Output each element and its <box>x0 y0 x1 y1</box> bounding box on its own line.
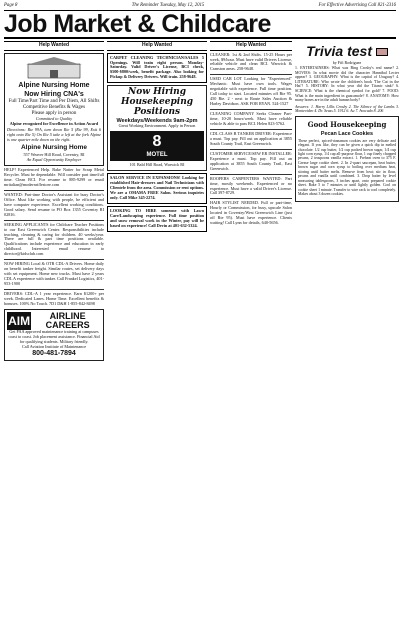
alpine-building-icon <box>24 56 84 80</box>
section-header-help-wanted: Help Wanted <box>107 41 207 51</box>
column-4 <box>295 41 399 363</box>
column-3 <box>210 41 292 363</box>
salon-ad: SALON SERVICE IN EXPANSIONS! Looking for established Hair-dressers and Nail Technicians with Clientele from the area. Commission or rent options. We are a OMAMA FREE Salon. Serious inquiries only. Call Mike 345-2274. <box>107 173 207 204</box>
divider <box>4 190 104 191</box>
alpine-recognized: Alpine recognized for Excellence in Action Award <box>9 120 99 126</box>
section-header-help-wanted: Help Wanted <box>4 41 104 51</box>
alpine-hiring: Now Hiring CNA's <box>24 90 84 98</box>
divider <box>4 259 104 260</box>
hk-eoe: Great Working Environment. Apply in Person <box>118 123 196 129</box>
classified-ad: USED CAR LOT Looking for "Experienced" Mechanic. Must have own tools. Wages negotiable with experience. Full time position. Call today to start. Located minutes off Rte 95. 450 Rte. 2 - next to Route Sales Auction & Harley Davidson. ASK FOR RYAN. 524-1527 <box>210 76 292 107</box>
classified-ad: CLEANER: 1st & 2nd Shifts. 15-25 Hours per week, $9/hour. Must have valid Drivers License, reliable vehicle and clean BCI. Warwick & Cranston areas. 258-9648. <box>210 51 292 72</box>
motel-logo <box>110 131 204 161</box>
trivia-byline: by Fifi Rodriguez <box>332 60 362 66</box>
carpet-title: CARPET CLEANING TECHNICIAN/SALES <box>110 54 199 60</box>
alpine-directions: Directions: Rte 99A, turn down Rte 5 (Rte 99, Exit 6 right onto Rte 5) On Rte 5 take a left at the fork Alpine is one quarter mile down on the right. <box>7 126 101 142</box>
classified-ad: SEEKING APPLICANTS for Childcare Teacher Positions to our East Greenwich Center. Responsibilities include teaching, cleaning & caring for children. 40 weeks/year. There are full & part time positions available. Qualifications include experience and education in early childhood. Interested email resume to director@kidsclub.com <box>4 221 104 257</box>
aim-airline: AIRLINE CAREERS <box>45 310 90 330</box>
alpine-committed: Committed to Quality <box>35 115 73 121</box>
alpine-ad <box>4 53 104 167</box>
divider <box>4 220 104 221</box>
page-label: Page 8 <box>4 3 18 8</box>
publication: The Reminder Tuesday, May 12, 2015 <box>131 3 205 8</box>
recipe-box <box>295 116 399 202</box>
classified-ad: WANTED: Part-time Doctor's Assistant for busy Doctor's Office. Must like working with people, be efficient and have computer experience. Excellent working conditions. Good salary. Send resume to PO Box 1355 Coventry RI 02816. <box>4 191 104 217</box>
trivia-title <box>295 43 399 60</box>
column-2 <box>107 41 207 363</box>
classified-ad: DRIVERS: CDL-A 1 year experience. Earn $1200+ per week. Dedicated Lanes. Home Time. Excellent benefits & bonuses. 100% No Touch. 7D1 D&H 1-855-842-8498 <box>4 291 104 306</box>
recipe-brand: Good Housekeeping <box>307 119 387 129</box>
pencil-icon <box>376 48 388 56</box>
alpine-shifts: Full Time/Part Time and Per Diem, All Shifts <box>8 99 100 105</box>
column-1 <box>4 41 104 363</box>
recipe-title: Pecan Lace Cookies <box>320 131 374 138</box>
aim-call: Call Aviation Institute of Maintenance <box>21 343 87 349</box>
classified-ad: ROOFERS CARPENTERS WANTED: Part time, mostly weekends. Experienced or no experience. Must have a valid Driver's License. Call 397-8729. <box>210 175 292 196</box>
hk-sub: Weekdays/Weekends 9am-2pm <box>116 117 198 124</box>
classified-ad: HAIR STYLIST NEEDED. Full or part-time, Hourly or Commission, for busy, upscale Salon located in Coventry/West Greenwich Line (just off Rte 95). Must have experience. Clients waiting! Call Lynn for details, 640-5656. <box>210 200 292 226</box>
motel-word: MOTEL <box>146 152 168 159</box>
divider <box>210 174 292 175</box>
tagline: For Effective Advertising Call 821-2316 <box>318 3 396 8</box>
motel-number: 8 <box>152 133 162 151</box>
aim-desc: Get FAA approved maintenance training at campuses coast to coast. Job placement assistance. Financial Aid for qualifying students. Military friendly. <box>8 328 100 344</box>
aim-phone: 800-481-7894 <box>32 349 76 357</box>
alpine-footer-addr: 557 Weaver Hill Road, Coventry, RI <box>23 152 85 158</box>
divider <box>210 109 292 110</box>
classified-ad: CDL CLASS B TANKER DRIVER: Experience a must. Top pay. Fill out an application at 3855 South County Trail, East Greenwich. <box>210 130 292 146</box>
trivia-title-text: Trivia test <box>306 42 372 59</box>
trivia-questions: 1. ENTERTAINERS: What was Bing Crosby's real name? 2. MOVIES: In what movie did the character Hannibal Lecter appear? 3. GEOGRAPHY: What is the capital of Uruguay? 4. LITERATURE: Who wrote the children's book 'The Cat in the Hat'? 5. HISTORY: In what year did the Titanic sink? 6. SCIENCE: What is the chemical symbol for gold? 7. FOOD: What is the main ingredient in guacamole? 8. ANATOMY: How many bones are in the adult human body? <box>295 65 399 103</box>
alpine-apply: Please apply in person <box>31 110 77 116</box>
aim-ad <box>4 309 104 361</box>
classified-ad: NOW HIRING Local & OTR CDL-A Drivers. Home daily on benefit tanker freight. Similar routes, set delivery days with set equipment. Home new trucks. Must have 2 years CDL A experience with tanker. Call Frankel Logistics, 401-953-1900 <box>4 261 104 287</box>
recipe-body: These perfect, spiced-cinnamon cookies are very delicate and elegant. If you like, they can be given a quick dip in melted chocolate. 1/2 cup butter, 1/2 cup packed brown sugar, 1/4 cup light corn syrup, 1/4 cup all-purpose flour, 1 cup finely chopped pecans, 2 teaspoons vanilla extract. 1. Preheat oven to 375 F. Grease large cookie sheet. 2. In 2-quart saucepan, heat butter, brown sugar and corn syrup to boiling over medium heat, stirring until butter melts. Remove from heat; stir in flour, pecans and vanilla until combined. 3. Drop batter by level measuring tablespoons, 3 inches apart, onto prepared cookie sheet. Bake 5 to 7 minutes or until lightly golden. Cool on cookie sheet 1 minute. Transfer to wire rack to cool completely. Makes about 3 dozen cookies. <box>298 138 396 197</box>
motel-addr: 101 Bald Hill Road, Warwick RI <box>129 162 185 168</box>
divider <box>4 289 104 290</box>
housekeeping-ad <box>107 85 207 171</box>
hk-title: Now Hiring Housekeeping Positions <box>120 87 194 118</box>
page-title: Job Market & Childcare <box>4 9 271 38</box>
classified-ad: CUSTOMER SERVICE/SEW ER INSTALLER: Experience a must. Top pay. Fill out an application at 3855 South County Trail, East Greenwich. <box>210 150 292 171</box>
trivia-answers: Answers: 1. Harry Lillis Crosby 2. The Silence of the Lambs 3. Montevideo 4. Dr. Seuss 5. 1912 6. Au 7. Avocado 8. 206 <box>295 104 399 114</box>
alpine-wages: Competitive Benefits & Wages <box>22 104 86 110</box>
alpine-title: Alpine Nursing Home <box>18 81 90 89</box>
columns <box>4 41 399 363</box>
divider <box>210 149 292 150</box>
divider <box>210 74 292 75</box>
alpine-footer-title: Alpine Nursing Home <box>20 144 88 152</box>
divider <box>210 198 292 199</box>
classified-ad: CLEANING COMPANY Seeks Cleaner Part-time, 10-20 hours/week. Must have reliable vehicle & able to pass BCI. Helen 823-5762. <box>210 111 292 126</box>
classified-ad: HELP! Experienced Help. Bake Natter for Scrap Metal Recycler. Must be dependable. Will consider part time/full time. Clean BCI. For resume to 885-9299 or email mritalian@modernriflestore.com <box>4 167 104 187</box>
carpet-body: 5 Openings. Will train right person. Monday-Saturday. Valid Driver's License, BCI check, $500-$800/week, benefit package. Also looking for Pickup & Delivery Drivers. Will train. 258-9648. <box>110 54 205 80</box>
lawncare-ad: LOOKING TO HIRE someone with Lawn Care/Landscaping experience. Full time position and snow removal work in the Winter, pay will be based on experience! Call Devin at 401-632-5324. <box>107 206 207 232</box>
carpet-ad <box>107 53 207 84</box>
masthead <box>4 11 396 39</box>
section-header-help-wanted: Help Wanted <box>210 41 292 51</box>
alpine-footer-eoe: An Equal Opportunity Employer <box>26 157 82 163</box>
aim-header <box>7 312 101 330</box>
divider <box>210 129 292 130</box>
aim-logo-icon: AIM <box>8 313 31 328</box>
